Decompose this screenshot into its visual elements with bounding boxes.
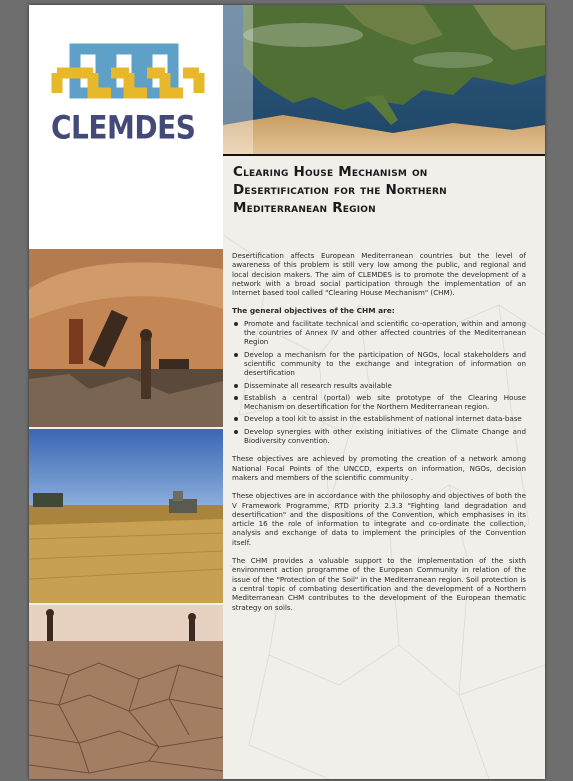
objectives-heading: The general objectives of the CHM are: [232, 306, 395, 316]
title-rule [201, 154, 545, 156]
list-item: Disseminate all research results available [232, 381, 526, 390]
objectives-list [232, 319, 526, 446]
list-item: Promote and facilitate technical and scientific co-operation, within and among the countries of Annex IV and other affected countries of the Mediterranean Region [232, 319, 526, 347]
title-line-3: Mediterranean Region [233, 200, 376, 216]
list-item: Develop a tool kit to assist in the establishment of national internet data-base [232, 414, 526, 423]
soil-protection-paragraph: The CHM provides a valuable support to the implementation of the sixth environment action programme of the European Community in relation of the issue of the "Protection of the Soil" in the Mediterranean region. Soil protection is a central topic of combating desertification and the development of a Northern Mediterranean CHM contributes to the development of the European thematic strategy on soils. [232, 556, 526, 612]
list-item: Develop a mechanism for the participation of NGOs, local stakeholders and scientific community to the exchange and integration of information on desertification [232, 350, 526, 378]
main-body-text [232, 251, 526, 621]
brochure-title [233, 163, 533, 217]
list-item: Develop synergies with other existing initiatives of the Climate Change and Biodiversity convention. [232, 427, 526, 446]
clemdes-chain-logo-icon [29, 5, 223, 115]
cracked-earth-photo [29, 605, 223, 779]
logo-panel [29, 5, 223, 149]
intro-paragraph: Desertification affects European Mediterranean countries but the level of awareness of this problem is still very low among the public, and regional and local decision makers. The aim of CLEMDES is to promote the development of a network with a broad social participation through the implementation of an Internet based tool called "Clearing House Mechanism" (CHM). [232, 251, 526, 298]
brochure-page [29, 5, 545, 779]
desert-people-photo [29, 249, 223, 427]
network-paragraph: These objectives are achieved by promoting the creation of a network among National Focal Points of the UNCCD, experts on information, NGOs, decision makers and members of the scientific community . [232, 454, 526, 482]
left-blank-panel [29, 149, 223, 249]
framework-paragraph: These objectives are in accordance with the philosophy and objectives of both the V Framework Programme, RTD priority 2.3.3 "Fighting land degradation and desertification" and the dispositions of the Convention, which emphasises in its article 16 the role of information to integrate and co-ordinate the collection, analysis and exchange of data to implement the principles of the Convention itself. [232, 491, 526, 547]
wheat-field-harvester-photo [29, 429, 223, 603]
list-item: Establish a central (portal) web site prototype of the Clearing House Mechanism on desertification for the Northern Mediterranean region. [232, 393, 526, 412]
title-line-2: Desertification for the Northern [233, 182, 447, 198]
logo-wordmark: CLEMDES [51, 108, 196, 147]
mediterranean-map-image [223, 5, 545, 155]
title-line-1: Clearing House Mechanism on [233, 164, 428, 180]
